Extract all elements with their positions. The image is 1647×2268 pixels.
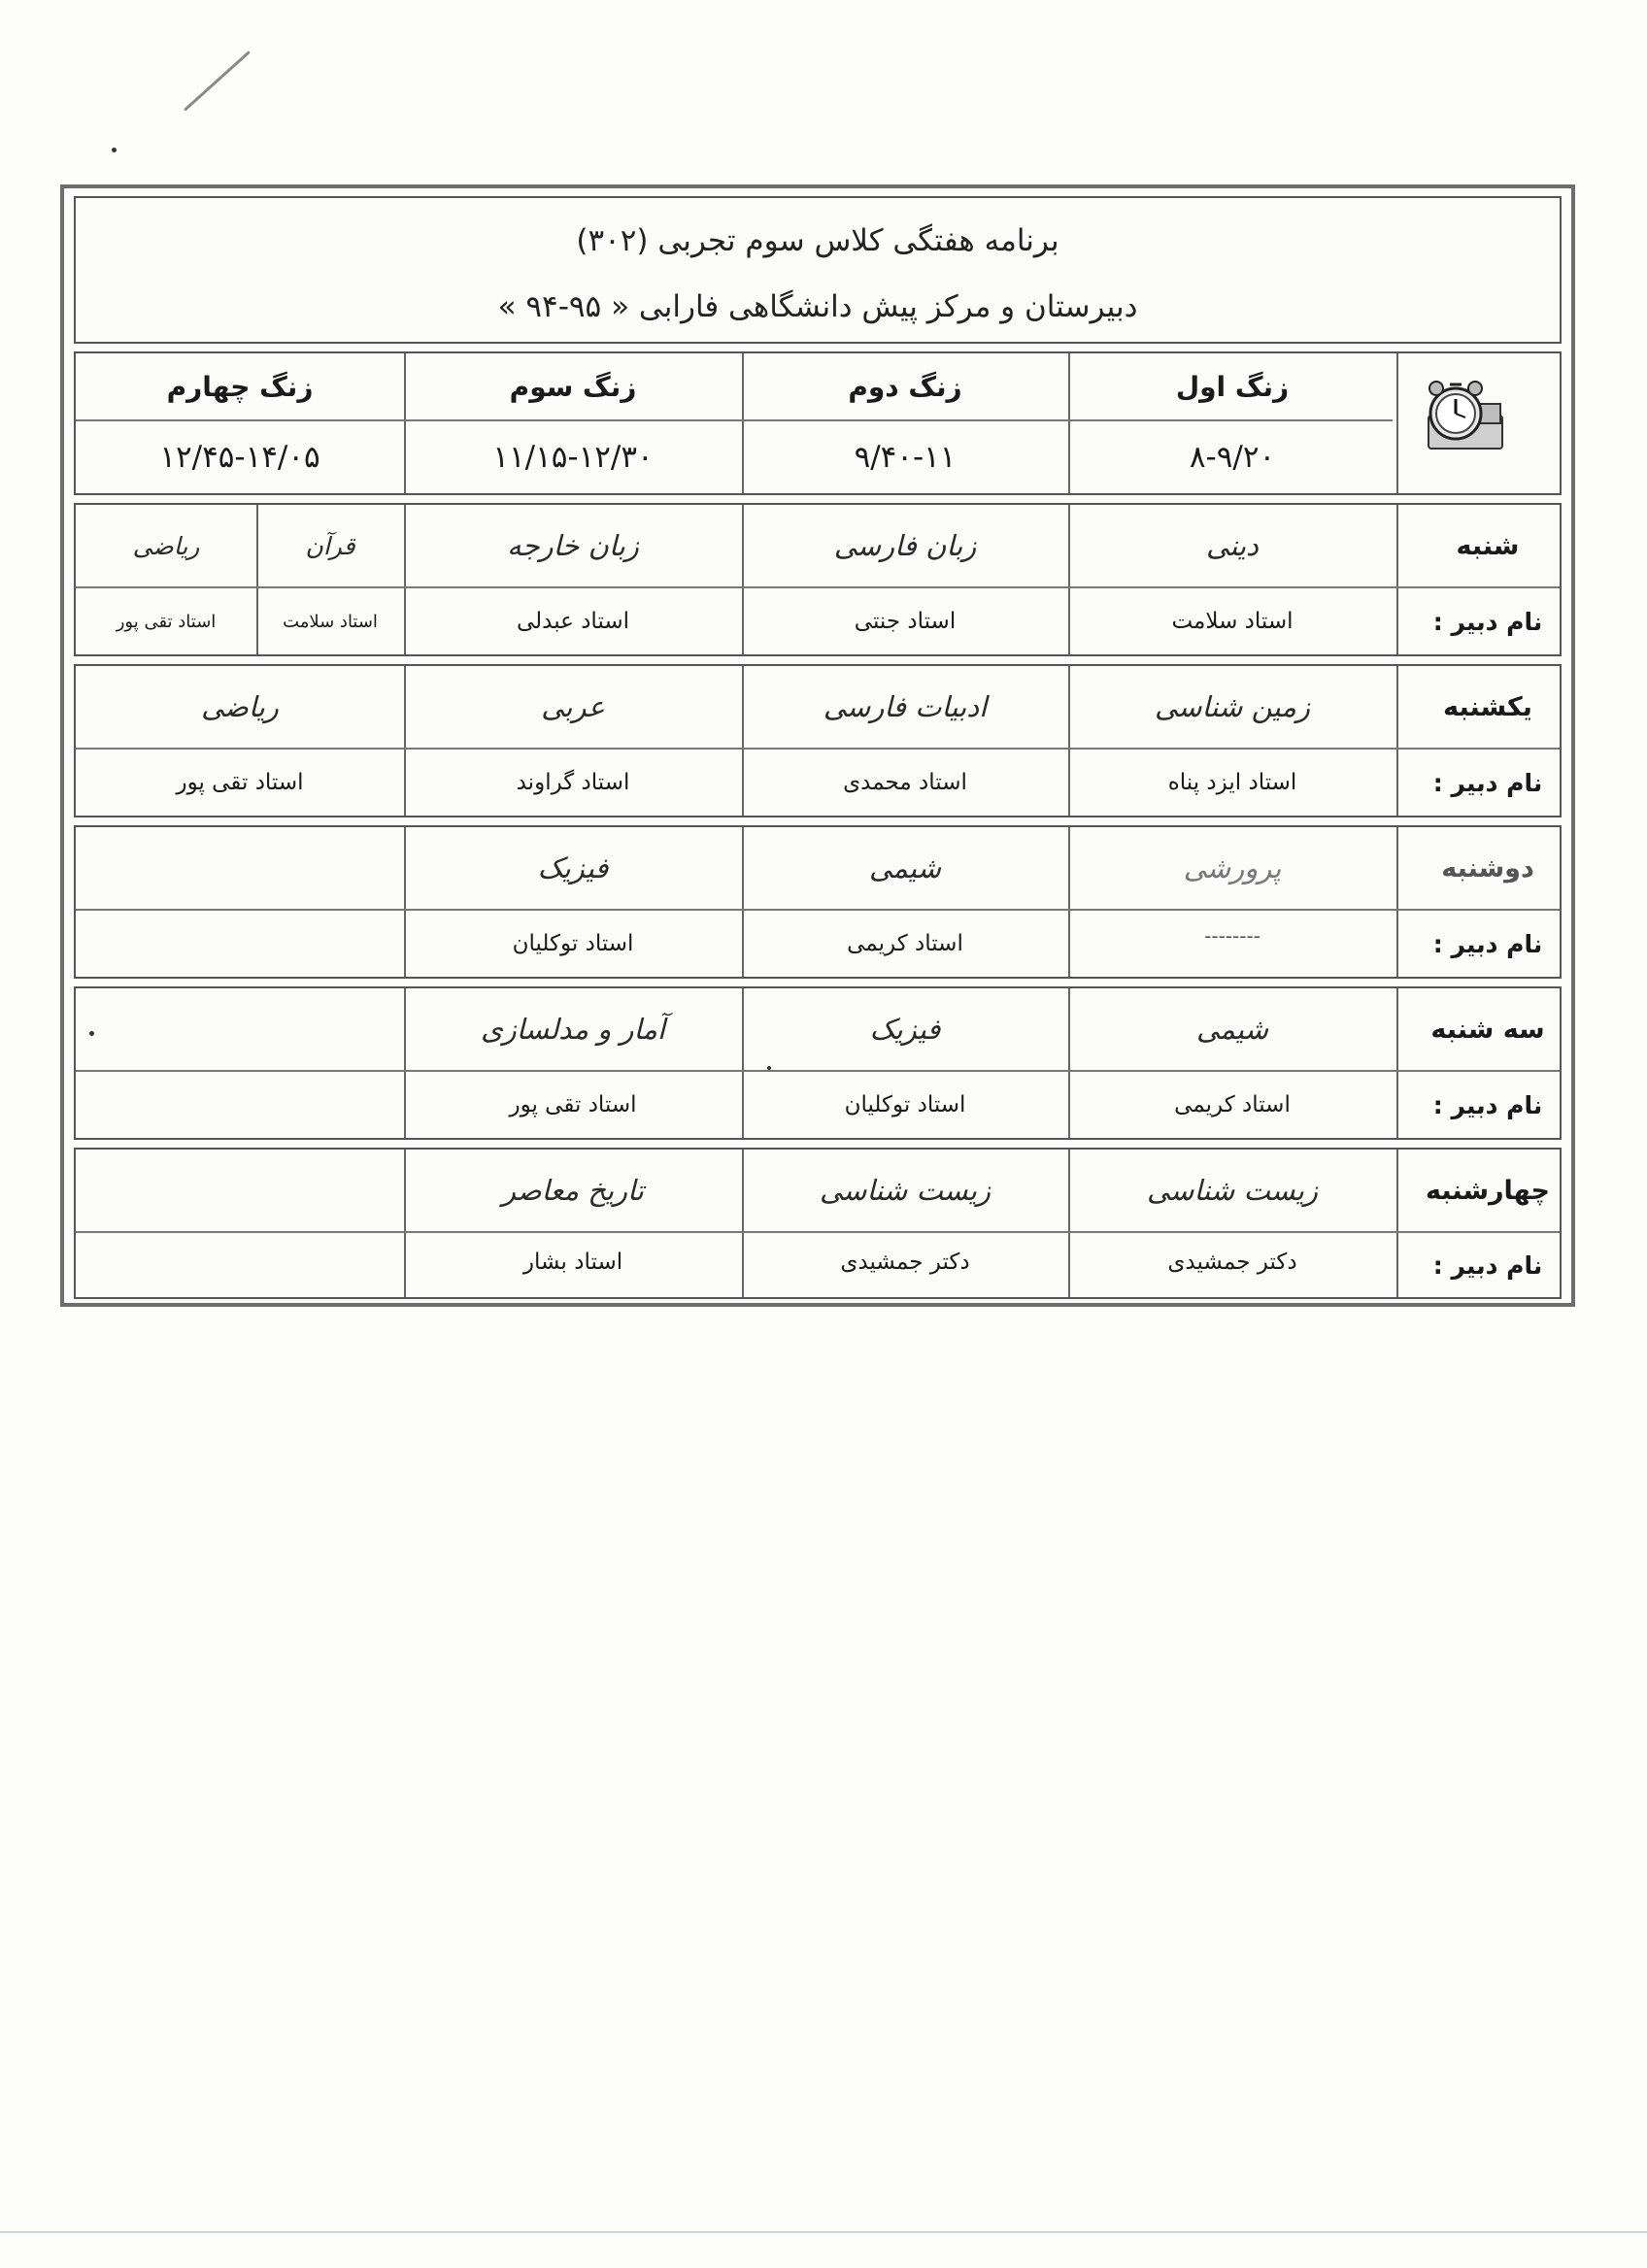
day-name: چهارشنبه [1426,1175,1550,1206]
teacher-cell: استاد تقی پور [509,1092,637,1117]
teacher-caption: نام دبیر : [1432,607,1543,636]
dot-mark [112,148,117,152]
day-name: دوشنبه [1441,852,1534,884]
subject-cell: شیمی [1196,1013,1268,1046]
schedule-sheet [60,184,1575,1307]
subject-cell: فیزیک [869,1013,941,1046]
subject-cell: عربی [541,690,605,723]
day-name: یکشنبه [1443,691,1532,722]
teacher-cell: استاد تقی پور [176,770,304,795]
bell-1-time: ۸-۹/۲۰ [1189,440,1276,475]
subject-cell: دینی [1206,529,1259,562]
subject-cell: ادبیات فارسی [823,690,988,723]
day-row-tuesday [74,986,1562,1140]
bell-2-label: زنگ دوم [848,370,962,403]
day-name: شنبه [1456,530,1520,561]
day-name: سه شنبه [1430,1014,1545,1045]
teacher-cell: استاد گراوند [516,770,630,795]
teacher-cell: دکتر جمشیدی [840,1250,970,1275]
subject-cell: ریاضی [132,531,200,560]
title-block [74,196,1562,344]
subject-cell [76,827,404,909]
teacher-cell: استاد توکلیان [512,931,634,956]
teacher-cell: استاد عبدلی [516,609,630,634]
teacher-cell [76,1072,404,1138]
teacher-cell: -------- [1204,924,1260,948]
day-row-saturday [74,503,1562,656]
day-row-sunday [74,664,1562,817]
subject-cell: پرورشی [1183,851,1282,884]
page-edge-line [0,2231,1647,2233]
teacher-cell [76,911,404,977]
school-name: دبیرستان و مرکز پیش دانشگاهی فارابی « ۹۵-۹۴ » [497,289,1138,324]
teacher-cell [76,1233,404,1291]
bell-1-label: زنگ اول [1175,370,1290,403]
teacher-cell: استاد توکلیان [844,1092,966,1117]
subject-cell: قرآن [305,531,355,560]
teacher-caption: نام دبیر : [1432,929,1543,958]
bell-3-label: زنگ سوم [509,370,637,403]
teacher-cell: استاد کریمی [847,931,963,956]
subject-cell: ریاضی [201,690,279,723]
subject-cell: شیمی [869,851,941,884]
subject-cell: زیست شناسی [1147,1174,1318,1207]
bell-2-time: ۹/۴۰-۱۱ [854,440,957,475]
subject-cell: فیزیک [537,851,609,884]
teacher-cell: استاد سلامت [283,611,378,632]
bell-3-time: ۱۱/۱۵-۱۲/۳۰ [492,440,654,475]
day-row-monday [74,825,1562,979]
bell-4-time: ۱۲/۴۵-۱۴/۰۵ [159,440,320,475]
bells-header [74,351,1562,495]
subject-cell [76,988,404,1070]
teacher-cell: استاد تقی پور [116,611,217,632]
subject-cell: آمار و مدلسازی [481,1013,665,1046]
subject-cell: زیست شناسی [820,1174,991,1207]
teacher-cell: استاد کریمی [1174,1092,1291,1117]
subject-cell: زمین شناسی [1155,690,1310,723]
subject-cell: زبان خارجه [507,529,639,562]
subject-cell [76,1150,404,1231]
teacher-caption: نام دبیر : [1432,1090,1543,1119]
schedule-title: برنامه هفتگی کلاس سوم تجربی (۳۰۲) [576,223,1059,258]
teacher-cell: استاد محمدی [843,770,967,795]
teacher-cell: دکتر جمشیدی [1167,1250,1297,1275]
bell-4-label: زنگ چهارم [166,370,314,403]
subject-cell: زبان فارسی [833,529,977,562]
teacher-cell: استاد سلامت [1171,609,1294,634]
teacher-cell: استاد ایزد پناه [1167,770,1297,795]
day-row-wednesday [74,1148,1562,1299]
teacher-cell: استاد بشار [522,1250,623,1275]
teacher-cell: استاد جنتی [854,609,957,634]
subject-cell: تاریخ معاصر [502,1174,644,1207]
alarm-clock-icon [1421,375,1508,452]
teacher-caption: نام دبیر : [1432,1251,1543,1280]
teacher-caption: نام دبیر : [1432,768,1543,797]
